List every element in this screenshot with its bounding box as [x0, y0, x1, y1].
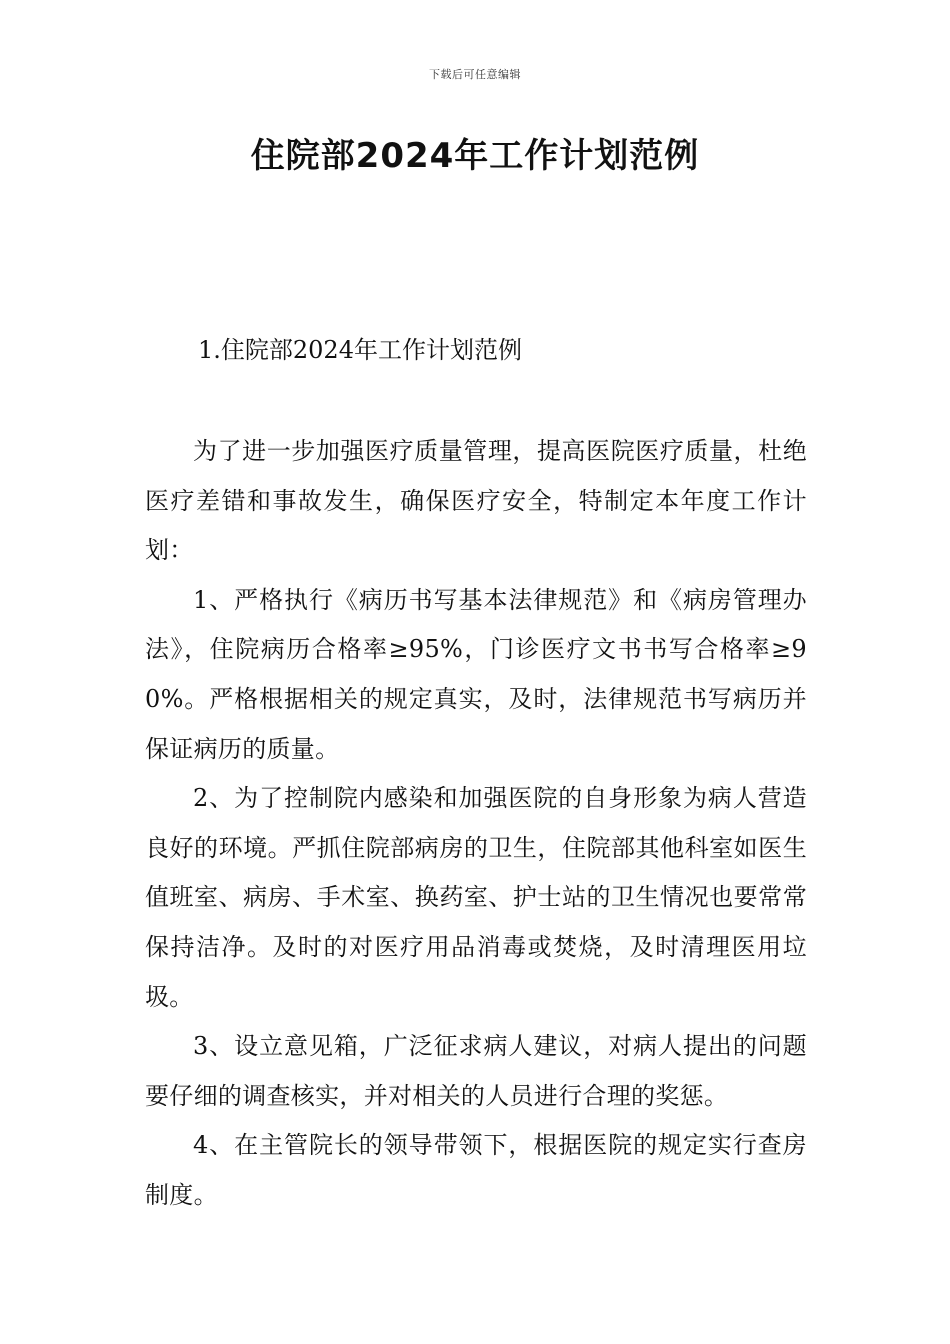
paragraph-item-2: 2、为了控制院内感染和加强医院的自身形象为病人营造良好的环境。严抓住院部病房的卫生，住院部其他科室如医生值班室、病房、手术室、换药室、护士站的卫生情况也要常常保持洁净。及时的对医疗用品消毒或焚烧，及时清理医用垃圾。 — [145, 784, 807, 1011]
paragraph-intro: 为了进一步加强医疗质量管理，提高医院医疗质量，杜绝医疗差错和事故发生，确保医疗安全，特制定本年度工作计划： — [145, 437, 807, 565]
section-heading: 1.住院部2024年工作计划范例 — [198, 336, 522, 364]
document-title: 住院部2024年工作计划范例 — [250, 136, 700, 176]
header-note: 下载后可任意编辑 — [429, 68, 521, 81]
paragraph-item-4: 4、在主管院长的领导带领下，根据医院的规定实行查房制度。 — [145, 1131, 807, 1209]
paragraph-item-1: 1、严格执行《病历书写基本法律规范》和《病房管理办法》，住院病历合格率≥95%，门诊医疗文书书写合格率≥90%。严格根据相关的规定真实，及时，法律规范书写病历并保证病历的质量。 — [145, 585, 807, 763]
paragraph-item-3: 3、设立意见箱，广泛征求病人建议，对病人提出的问题要仔细的调查核实，并对相关的人员进行合理的奖惩。 — [145, 1032, 807, 1110]
document-body — [145, 427, 807, 1221]
